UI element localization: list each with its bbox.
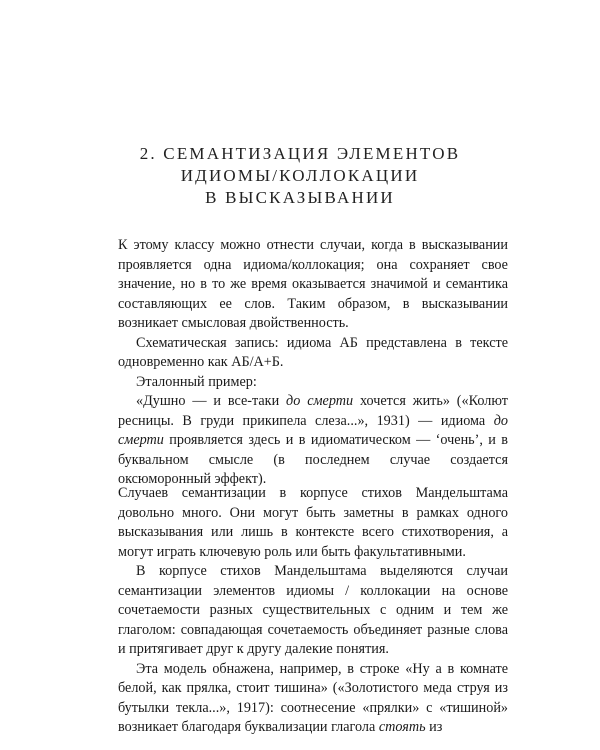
- paragraph-example-label: Эталонный пример:: [136, 373, 257, 390]
- example-text: хочется жить» («Колют ресницы. В груди прикипела слеза...», 1931) — идиома: [118, 393, 508, 429]
- chapter-title-line-1: 2. СЕМАНТИЗАЦИЯ ЭЛЕМЕНТОВ: [139, 144, 461, 163]
- chapter-title-line-2: ИДИОМЫ/КОЛЛОКАЦИИ: [180, 166, 420, 185]
- paragraph-schema: Схематическая запись: идиома АБ представлена в тексте одновременно как АБ/А+Б.: [118, 334, 508, 370]
- idiom-italic: до смерти: [286, 393, 354, 409]
- model-text: Эта модель обнажена, например, в строке «Ну а в комнате белой, как прялка, стоит тишина» («Золотистого меда струя из бутылки текла...», 1917): соотнесение «прялки» с «тишиной» возникает благодаря буквализации глагола: [118, 660, 508, 735]
- paragraph-corpus: В корпусе стихов Мандельштама выделяются случаи семантизации элементов идиомы / коллокации на основе сочетаемости разных существительных с одним и тем же глаголом: совпадающая сочетаемость объединяет разные слова и притягивает друг к другу далекие понятия.: [118, 563, 508, 657]
- example-text: проявляется здесь и в идиоматическом — ‘очень’, и в буквальном смысле (в последнем случае создается оксюморонный эффект).: [118, 432, 508, 487]
- chapter-title: [0, 143, 600, 209]
- paragraph-cases: Случаев семантизации в корпусе стихов Мандельштама довольно много. Они могут быть заметны в рамках одного высказывания или лишь в контексте всего стихотворения, а могут играть ключевую роль или быть факультативными.: [118, 485, 508, 560]
- model-text: из: [425, 719, 443, 735]
- chapter-title-line-3: В ВЫСКАЗЫВАНИИ: [205, 188, 395, 207]
- paragraph-example: [118, 392, 508, 490]
- text-block-1: [118, 236, 508, 490]
- verb-italic: стоять: [378, 719, 426, 735]
- paragraph-model: [118, 660, 508, 738]
- text-block-2: [118, 484, 508, 738]
- idiom-italic: до смерти: [118, 412, 508, 448]
- paragraph-intro: К этому классу можно отнести случаи, когда в высказывании проявляется одна идиома/коллокация; она сохраняет свое значение, но в то же время оказывается значимой и семантика составляющих ее слов. Таким образом, в высказывании возникает смысловая двойственность.: [118, 237, 508, 331]
- example-text: «Душно — и все-таки: [136, 393, 287, 409]
